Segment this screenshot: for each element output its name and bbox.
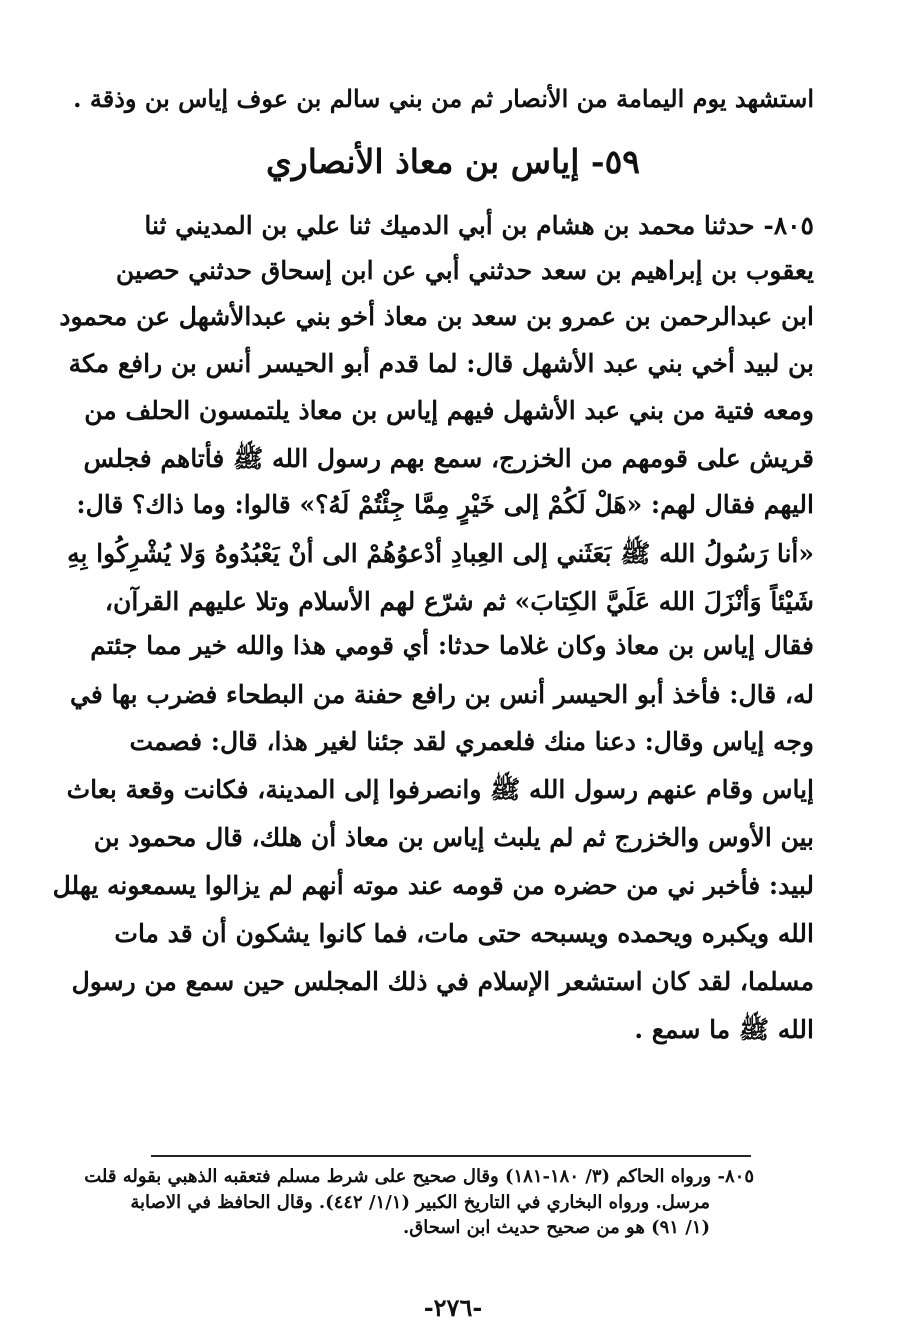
section-heading: ٥٩- إياس بن معاذ الأنصاري — [265, 142, 641, 181]
body-line: الله ويكبره ويحمده ويسبحه حتى مات، فما كانوا يشكون أن قد مات — [114, 919, 814, 948]
body-line: يعقوب بن إبراهيم بن سعد حدثني أبي عن ابن إسحاق حدثني حصين — [115, 256, 814, 285]
body-line: بن لبيد أخي بني عبد الأشهل قال: لما قدم أبو الحيسر أنس بن رافع مكة — [68, 349, 814, 378]
body-line: مسلما، لقد كان استشعر الإسلام في ذلك المجلس حين سمع من رسول — [71, 967, 814, 996]
body-line: ابن عبدالرحمن بن عمرو بن سعد بن معاذ أخو بني عبدالأشهل عن محمود — [59, 302, 814, 331]
footnote-line: ٨٠٥- ورواه الحاكم (٣/ ١٨٠-١٨١) وقال صحيح على شرط مسلم فتعقبه الذهبي بقوله قلت — [84, 1166, 754, 1187]
body-line: قريش على قومهم من الخزرج، سمع بهم رسول الله ﷺ فأتاهم فجلس — [83, 444, 814, 473]
page-number: -٢٧٦- — [423, 1293, 483, 1322]
footnote-line: (١/ ٩١) هو من صحيح حديث ابن اسحاق. — [403, 1217, 710, 1238]
body-line: ومعه فتية من بني عبد الأشهل فيهم إياس بن معاذ يلتمسون الحلف من — [84, 396, 814, 425]
body-line: شَيْئاً وَأنْزَلَ الله عَلَيَّ الكِتابَ» ثم شرّع لهم الأسلام وتلا عليهم القرآن، — [104, 587, 814, 616]
body-line: الله ﷺ ما سمع . — [634, 1015, 814, 1044]
body-line: له، قال: فأخذ أبو الحيسر أنس بن رافع حفنة من البطحاء فضرب بها في — [70, 680, 814, 709]
intro-line: استشهد يوم اليمامة من الأنصار ثم من بني سالم بن عوف إياس بن وذقة . — [73, 84, 814, 113]
footnote-separator — [151, 1155, 751, 1157]
body-line: فقال إياس بن معاذ وكان غلاما حدثا: أي قومي هذا والله خير مما جئتم — [90, 631, 814, 660]
body-line: بين الأوس والخزرج ثم لم يلبث إياس بن معاذ أن هلك، قال محمود بن — [93, 823, 814, 852]
body-line: «أنا رَسُولُ الله ﷺ بَعَثَني إلى العِبادِ أدْعوُهُمْ الى أنْ يَعْبُدُوهُ وَلا يُشْرِكُوا بِهِ — [67, 539, 814, 568]
body-line: ٨٠٥- حدثنا محمد بن هشام بن أبي الدميك ثنا علي بن المديني ثنا — [144, 211, 814, 240]
body-line: لبيد: فأخبر ني من حضره من قومه عند موته أنهم لم يزالوا يسمعونه يهلل — [52, 871, 814, 900]
footnote-line: مرسل. ورواه البخاري في التاريخ الكبير (١/١/ ٤٤٢). وقال الحافظ في الاصابة — [130, 1192, 710, 1213]
body-line: اليهم فقال لهم: «هَلْ لَكُمْ إلى خَيْرٍ مِمَّا جِئْتُمْ لَهُ؟» قالوا: وما ذاك؟ قال: — [76, 490, 814, 519]
body-line: وجه إياس وقال: دعنا منك فلعمري لقد جئنا لغير هذا، قال: فصمت — [129, 727, 814, 756]
body-line: إياس وقام عنهم رسول الله ﷺ وانصرفوا إلى المدينة، فكانت وقعة بعاث — [66, 775, 814, 804]
